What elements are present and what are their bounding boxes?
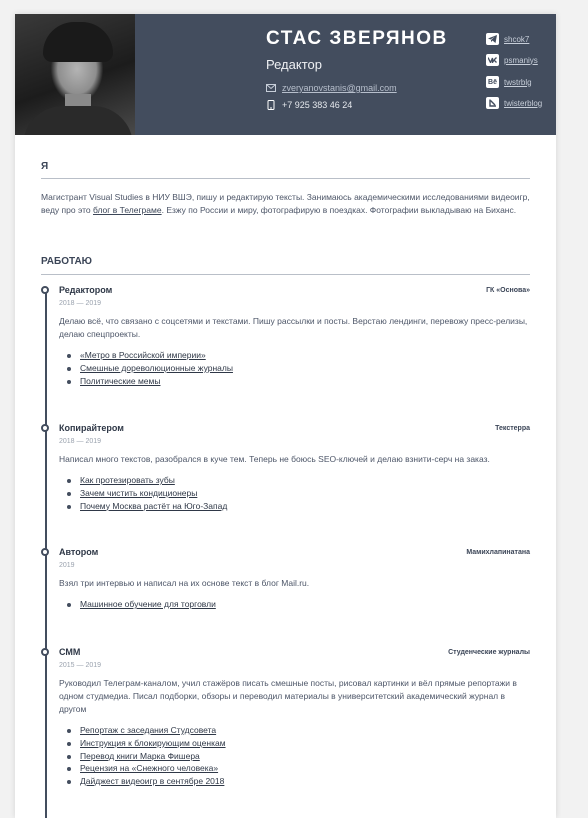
about-divider — [41, 178, 530, 179]
list-item — [67, 349, 233, 362]
job-company: Текстерра — [495, 425, 530, 432]
job-links — [67, 598, 216, 611]
timeline-dot — [41, 648, 49, 656]
list-item — [67, 598, 216, 611]
about-text-end: . Езжу по России и миру, фотографирую в поездках. Фотографии выкладываю на Биханс. — [161, 204, 517, 215]
portfolio-link[interactable]: Почему Москва растёт на Юго-Запад — [80, 500, 228, 511]
portfolio-link[interactable]: Инструкция к блокирующим оценкам — [80, 737, 226, 748]
list-item — [67, 375, 233, 388]
portfolio-link[interactable]: Политические мемы — [80, 375, 161, 386]
portfolio-link[interactable]: Дайджест видеоигр в сентябре 2018 — [80, 776, 225, 787]
social-telegram[interactable] — [486, 33, 529, 45]
job-years: 2019 — [59, 562, 75, 569]
work-section-title: РАБОТАЮ — [41, 256, 92, 267]
livejournal-icon — [486, 97, 499, 109]
about-text — [41, 191, 530, 216]
job-links — [67, 474, 227, 512]
resume-header — [15, 14, 556, 135]
phone-contact — [266, 100, 352, 110]
about-section-title: Я — [41, 161, 49, 172]
portfolio-link[interactable]: Репортаж с заседания Студсовета — [80, 725, 217, 735]
list-item — [67, 762, 226, 775]
email-contact[interactable] — [266, 83, 397, 93]
list-item — [67, 500, 227, 513]
timeline-dot — [41, 286, 49, 294]
telegram-link[interactable]: shcok7 — [504, 34, 530, 44]
job-company: Мамихлапинатана — [466, 549, 530, 556]
job-years: 2018 — 2019 — [59, 300, 102, 307]
photo-shirt — [23, 106, 133, 135]
job-title: СММ — [59, 647, 81, 657]
portfolio-link[interactable]: Машинное обучение для торговли — [80, 599, 216, 609]
mail-icon — [266, 83, 276, 93]
list-item — [67, 487, 227, 500]
telegram-blog-link[interactable]: блог в Телеграме — [93, 204, 162, 215]
timeline-dot — [41, 424, 49, 432]
job-description: Взял три интервью и написал на их основе текст в блог Mail.ru. — [59, 578, 310, 588]
phone-number: +7 925 383 46 24 — [282, 100, 353, 110]
portfolio-link[interactable]: Зачем чистить кондиционеры — [80, 487, 198, 498]
portfolio-link[interactable]: «Метро в Российской империи» — [80, 350, 206, 360]
job-description: Руководил Телеграм-каналом, учил стажёров писать смешные посты, рисовал картинки и вёл прямые репортажи в одном студмедиа. Писал подборки, обзоры и переводил материалы в университетский академический журнал в другом — [59, 678, 517, 714]
job-company: ГК «Основа» — [486, 287, 530, 294]
list-item — [67, 474, 227, 487]
vk-link[interactable]: psmaniys — [504, 55, 538, 65]
phone-icon — [266, 100, 276, 110]
job-links — [67, 349, 233, 387]
job-description: Написал много текстов, разобрался в куче тем. Теперь не боюсь SEO-ключей и делаю взнити-серч на заказ. — [59, 454, 490, 464]
work-divider — [41, 274, 530, 275]
resume-page — [15, 14, 556, 818]
behance-icon: Bē — [486, 76, 499, 88]
list-item — [67, 724, 226, 737]
list-item — [67, 750, 226, 763]
job-company: Студенческие журналы — [448, 649, 530, 656]
about-text-start: Магистрант Visual Studies в НИУ ВШЭ, пишу и редактирую тексты. Занимаюсь академическими исследованиями видеоигр, веду про это — [41, 192, 530, 215]
job-title: Редактором — [59, 285, 113, 295]
social-behance[interactable] — [486, 76, 532, 88]
portfolio-link[interactable]: Рецензия на «Снежного человека» — [80, 763, 219, 774]
job-title: Автором — [59, 547, 99, 557]
portfolio-link[interactable]: Как протезировать зубы — [80, 475, 175, 485]
timeline-dot — [41, 548, 49, 556]
job-description: Делаю всё, что связано с соцсетями и текстами. Пишу рассылки и посты. Верстаю лендинги, перевожу пресс-релизы, делаю спецпроекты. — [59, 316, 528, 339]
email-link[interactable]: zveryanovstanis@gmail.com — [282, 83, 397, 93]
job-title: Копирайтером — [59, 423, 124, 433]
portfolio-link[interactable]: Перевод книги Марка Фишера — [80, 750, 200, 761]
list-item — [67, 362, 233, 375]
portfolio-link[interactable]: Смешные дореволюционные журналы — [80, 362, 233, 373]
social-vk[interactable] — [486, 54, 538, 66]
behance-link[interactable]: twstrblg — [504, 77, 532, 87]
photo-hair — [43, 22, 113, 62]
person-role: Редактор — [266, 57, 322, 72]
profile-photo — [15, 14, 135, 135]
social-livejournal[interactable] — [486, 97, 542, 109]
person-name: СТАС ЗВЕРЯНОВ — [266, 28, 448, 49]
list-item — [67, 737, 226, 750]
list-item — [67, 775, 226, 788]
job-years: 2018 — 2019 — [59, 438, 102, 445]
vk-icon — [486, 54, 499, 66]
livejournal-link[interactable]: twisterblog — [504, 98, 543, 108]
telegram-icon — [486, 33, 499, 45]
job-links — [67, 724, 226, 788]
job-years: 2015 — 2019 — [59, 662, 102, 669]
